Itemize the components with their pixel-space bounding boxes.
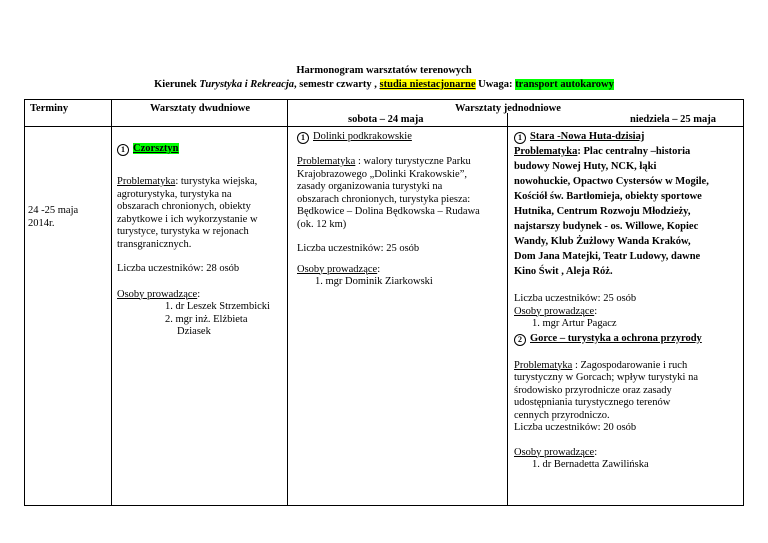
table-bottom-border: [24, 505, 743, 506]
header-dwudniowe: Warsztaty dwudniowe: [150, 103, 251, 114]
header-niedziela: niedziela – 25 maja: [630, 114, 717, 125]
termin-cell: 24 -25 maja 2014r.: [28, 205, 79, 229]
document-title: Harmonogram warsztatów terenowych: [296, 65, 472, 76]
workshop-gorce: 2 Gorce – turystyka a ochrona przyrody: [514, 333, 742, 346]
number-1-icon: 1: [514, 132, 526, 144]
transport-note-highlight: transport autokarowy: [515, 79, 614, 90]
document-subtitle: Kierunek Turystyka i Rekreacja, semestr czwarty , studia niestacjonarne Uwaga: transport autokarowy: [154, 79, 614, 90]
workshop-nowa-huta: 1 Stara -Nowa Huta-dzisiaj: [514, 131, 742, 144]
workshop-czorsztyn: 1 Czorsztyn: [117, 143, 285, 156]
number-1-icon: 1: [297, 132, 309, 144]
number-2-icon: 2: [514, 334, 526, 346]
workshop-dolinki: 1 Dolinki podkrakowskie: [297, 131, 505, 144]
header-sobota: sobota – 24 maja: [348, 114, 424, 125]
header-jednodniowe: Warsztaty jednodniowe: [455, 103, 561, 114]
header-terminy: Terminy: [30, 103, 69, 114]
dwudniowe-cell: 1 Czorsztyn Problematyka: turystyka wiejska, agroturystyka, turystyka na obszarach chronionych, obiekty zabytkowe i ich wykorzystanie w turystyce, turystyka w rejonach transgranicznych. Liczba uczestników: 28 osób Osoby prowadzące: 1. dr Leszek Strzembicki 2. mgr inż. Elżbieta Dziasek: [117, 143, 285, 339]
table-top-border: [24, 99, 743, 100]
sobota-cell: 1 Dolinki podkrakowskie Problematyka : walory turystyczne Parku Krajobrazowego „Dolinki Krakowskie”, zasady organizowania turystyki na obszarach chronionych, turystyka piesza: Będkowice – Dolina Będkowska – Rudawa (ok. 12 km) Liczba uczestników: 25 osób Osoby prowadzące: 1. mgr Dominik Ziarkowski: [297, 131, 505, 289]
number-1-icon: 1: [117, 144, 129, 156]
study-mode-highlight: studia niestacjonarne: [379, 79, 476, 90]
niedziela-cell: 1 Stara -Nowa Huta-dzisiaj Problematyka: Plac centralny –historia budowy Nowej Huty, NCK, łąki nowohuckie, Opactwo Cystersów w Mogile, Kościół św. Bartłomieja, obiekty sportowe Hutnika, Centrum Rozwoju Młodzieży, najstarszy budynek - os. Willowe, Kopiec Wandy, Klub Żużlowy Wanda Kraków, Dom Jana Matejki, Teatr Ludowy, dawne Kino Świt , Aleja Róż. Liczba uczestników: 25 osób Osoby prowadzące: 1. mgr Artur Pagacz 2 Gorce – turystyka a ochrona przyrody Problematyka : Zagospodarowanie i ruch turystyczny w Gorcach; wpływ turystyki na środowisko przyrodnicze oraz zasady udostępniania turystycznego terenów cennych przyrodniczo. Liczba uczestników: 20 osób Osoby prowadzące: 1. dr Bernadetta Zawilińska: [514, 131, 742, 472]
